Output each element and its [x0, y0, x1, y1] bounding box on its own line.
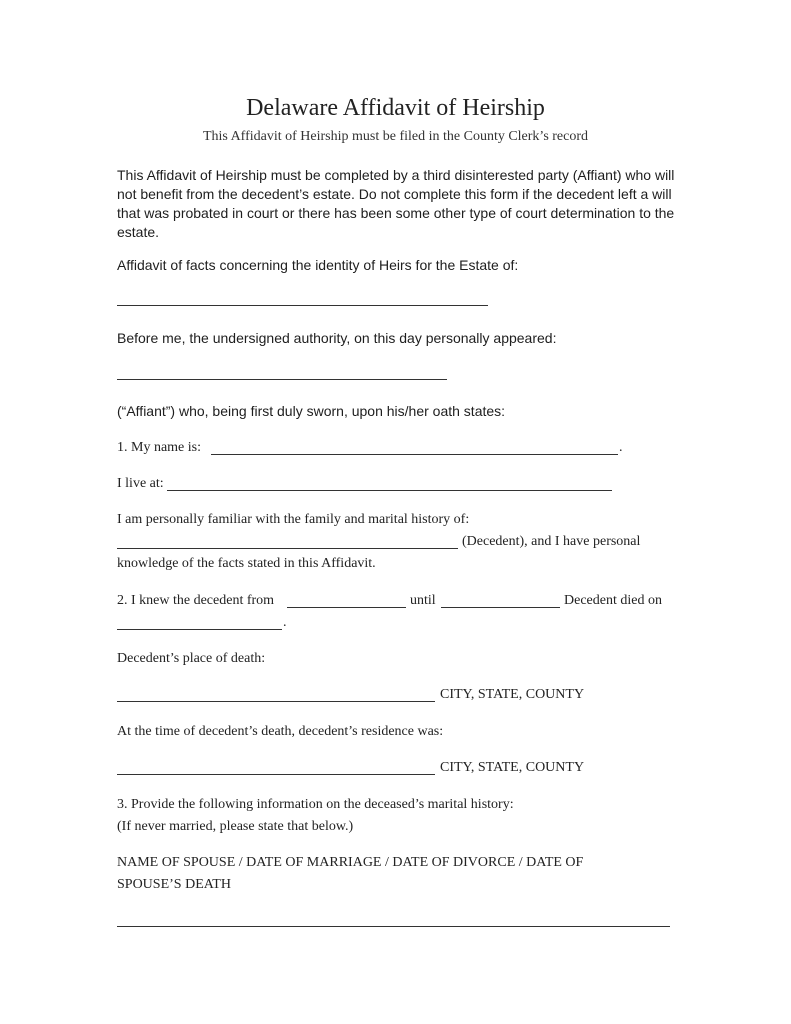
decedent-name-line[interactable]	[117, 548, 458, 549]
city-state-county-label-2: CITY, STATE, COUNTY	[440, 760, 585, 775]
residence-label: At the time of decedent’s death, decedent’s residence was:	[117, 724, 444, 739]
estate-name-line[interactable]	[117, 305, 488, 306]
estate-label: Affidavit of facts concerning the identity of Heirs for the Estate of:	[117, 257, 519, 273]
spouse-info-line[interactable]	[117, 926, 670, 927]
decedent-label: (Decedent), and I have personal	[462, 534, 641, 549]
name-end-period: .	[619, 440, 623, 455]
document-title: Delaware Affidavit of Heirship	[246, 95, 545, 121]
name-label: 1. My name is:	[117, 440, 201, 455]
appeared-label: Before me, the undersigned authority, on this day personally appeared:	[117, 330, 557, 346]
spouse-header-line-1: NAME OF SPOUSE / DATE OF MARRIAGE / DATE OF DIVORCE / DATE OF	[117, 855, 584, 870]
died-label: Decedent died on	[564, 593, 662, 608]
city-state-county-label-1: CITY, STATE, COUNTY	[440, 687, 585, 702]
intro-paragraph: This Affidavit of Heirship must be completed by a third disinterested party (Affiant) who will not benefit from the decedent’s estate. Do not complete this form if the decedent left a will that was probated in court or there has been some other type of court determination to the estate.	[117, 167, 675, 240]
address-line[interactable]	[167, 490, 612, 491]
affiant-sworn-text: (“Affiant”) who, being first duly sworn, upon his/her oath states:	[117, 403, 506, 419]
knowledge-label: knowledge of the facts stated in this Affidavit.	[117, 556, 376, 571]
affiant-name-line[interactable]	[117, 379, 447, 380]
marital-history-label: 3. Provide the following information on the deceased’s marital history:	[117, 797, 514, 812]
place-of-death-label: Decedent’s place of death:	[117, 651, 266, 666]
knew-label: 2. I knew the decedent from	[117, 593, 275, 608]
place-of-death-line[interactable]	[117, 701, 435, 702]
document-subtitle: This Affidavit of Heirship must be filed in the County Clerk’s record	[202, 129, 589, 144]
knew-until-line[interactable]	[441, 607, 560, 608]
never-married-label: (If never married, please state that below.)	[117, 819, 354, 834]
live-label: I live at:	[117, 476, 164, 491]
my-name-line[interactable]	[211, 454, 618, 455]
date-of-death-line[interactable]	[117, 629, 282, 630]
spouse-header-line-2: SPOUSE’S DEATH	[117, 877, 231, 892]
residence-line[interactable]	[117, 774, 435, 775]
knew-from-line[interactable]	[287, 607, 406, 608]
until-label: until	[410, 593, 436, 608]
died-end-period: .	[283, 615, 287, 630]
familiar-label: I am personally familiar with the family and marital history of:	[117, 512, 470, 527]
